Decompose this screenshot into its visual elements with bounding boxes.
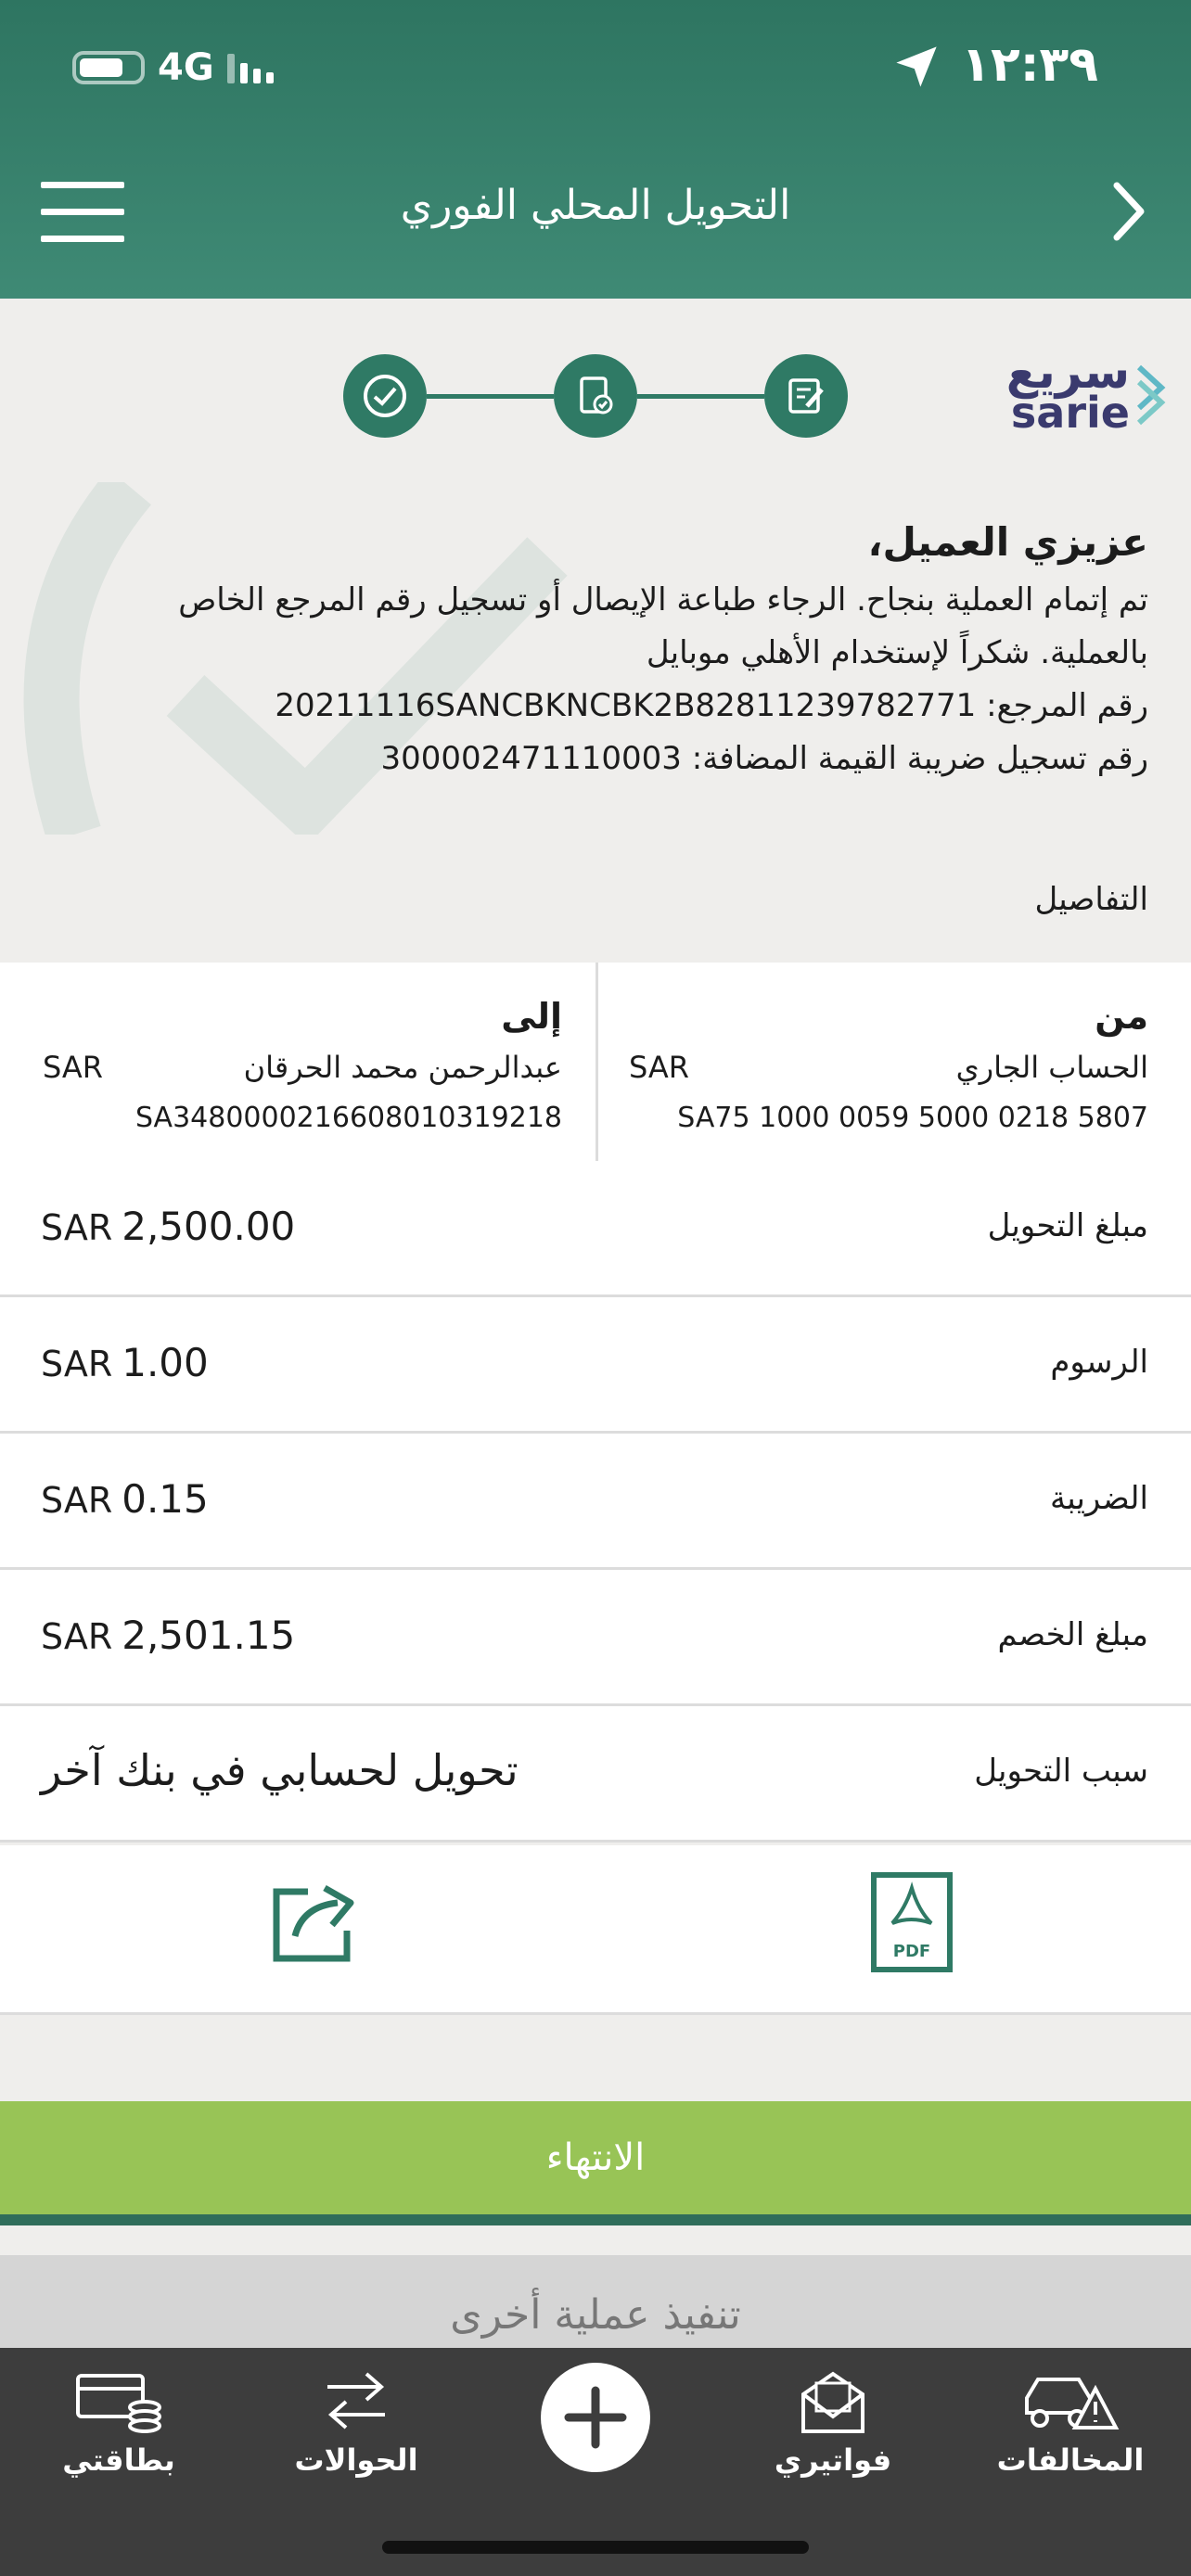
step-complete-icon xyxy=(343,354,427,438)
share-icon[interactable] xyxy=(271,1879,360,1968)
page-title: التحويل المحلي الفوري xyxy=(400,182,791,229)
pdf-icon[interactable] xyxy=(870,1871,954,1973)
to-iban: SA3480000216608010319218 xyxy=(134,1102,562,1134)
details-heading: التفاصيل xyxy=(1034,881,1148,918)
sarie-logo: سريع sarie xyxy=(1030,345,1171,438)
to-beneficiary-name: عبدالرحمن محمد الحرقان xyxy=(243,1050,562,1085)
progress-stepper xyxy=(343,354,848,438)
to-heading: إلى xyxy=(501,996,562,1037)
receipt-actions xyxy=(0,1845,1191,2015)
step-edit-icon xyxy=(764,354,848,438)
transfer-amount-row: مبلغ التحويل SAR 2,500.00 xyxy=(0,1161,1191,1297)
from-currency: SAR xyxy=(629,1050,690,1085)
network-type: 4G xyxy=(158,46,214,89)
from-account xyxy=(629,996,1148,1134)
success-message xyxy=(54,519,1148,785)
finish-button-underline xyxy=(0,2214,1191,2225)
finish-button[interactable]: الانتهاء xyxy=(0,2101,1191,2214)
bills-envelope-icon xyxy=(796,2366,870,2437)
from-iban: SA75 1000 0059 5000 0218 5807 xyxy=(677,1102,1148,1134)
from-to-panel xyxy=(0,963,1191,1164)
transfer-reason-row: سبب التحويل تحويل لحسابي في بنك آخر xyxy=(0,1706,1191,1843)
sarie-mark-icon xyxy=(1133,362,1171,427)
from-account-name: الحساب الجاري xyxy=(955,1050,1148,1085)
quick-action-button[interactable] xyxy=(541,2363,650,2472)
location-arrow-icon xyxy=(892,43,941,91)
tab-bills[interactable]: فواتيري xyxy=(731,2366,935,2478)
tax-row: الضريبة SAR 0.15 xyxy=(0,1434,1191,1570)
reference-number: رقم المرجع: 20211116SANCBKNCBK2B82811239782771 xyxy=(275,687,1148,724)
tab-violations[interactable]: المخالفات xyxy=(968,2366,1172,2478)
fees-row: الرسوم SAR 1.00 xyxy=(0,1297,1191,1434)
signal-icon xyxy=(227,52,274,83)
battery-icon xyxy=(72,51,145,84)
debit-amount-row: مبلغ الخصم SAR 2,501.15 xyxy=(0,1570,1191,1706)
to-account xyxy=(43,996,562,1134)
message-line: تم إتمام العملية بنجاح. الرجاء طباعة الإيصال أو تسجيل رقم المرجع الخاص xyxy=(178,581,1148,618)
cards-icon xyxy=(72,2366,165,2437)
car-warning-icon xyxy=(1019,2366,1121,2437)
from-heading: من xyxy=(1095,996,1148,1037)
status-time: ١٢:٣٩ xyxy=(961,37,1098,93)
home-indicator xyxy=(382,2541,809,2554)
message-greeting: عزيزي العميل، xyxy=(867,519,1148,565)
step-review-icon xyxy=(554,354,637,438)
plus-icon xyxy=(541,2363,650,2472)
transfer-reason-value: تحويل لحسابي في بنك آخر xyxy=(41,1745,519,1795)
back-chevron-icon[interactable] xyxy=(1109,178,1150,245)
tab-transfers[interactable]: الحوالات xyxy=(254,2366,458,2478)
new-transaction-button[interactable]: تنفيذ عملية أخرى xyxy=(0,2255,1191,2348)
to-currency: SAR xyxy=(43,1050,104,1085)
transfer-arrows-icon xyxy=(314,2366,398,2437)
app-header xyxy=(0,0,1191,299)
svg-text:PDF: PDF xyxy=(892,1942,931,1961)
message-line: بالعملية. شكراً لإستخدام الأهلي موبايل xyxy=(646,634,1148,671)
tab-cards[interactable]: بطاقتي xyxy=(17,2366,221,2478)
status-indicators xyxy=(72,45,274,91)
vat-number: رقم تسجيل ضريبة القيمة المضافة: 300002471110003 xyxy=(380,740,1148,777)
